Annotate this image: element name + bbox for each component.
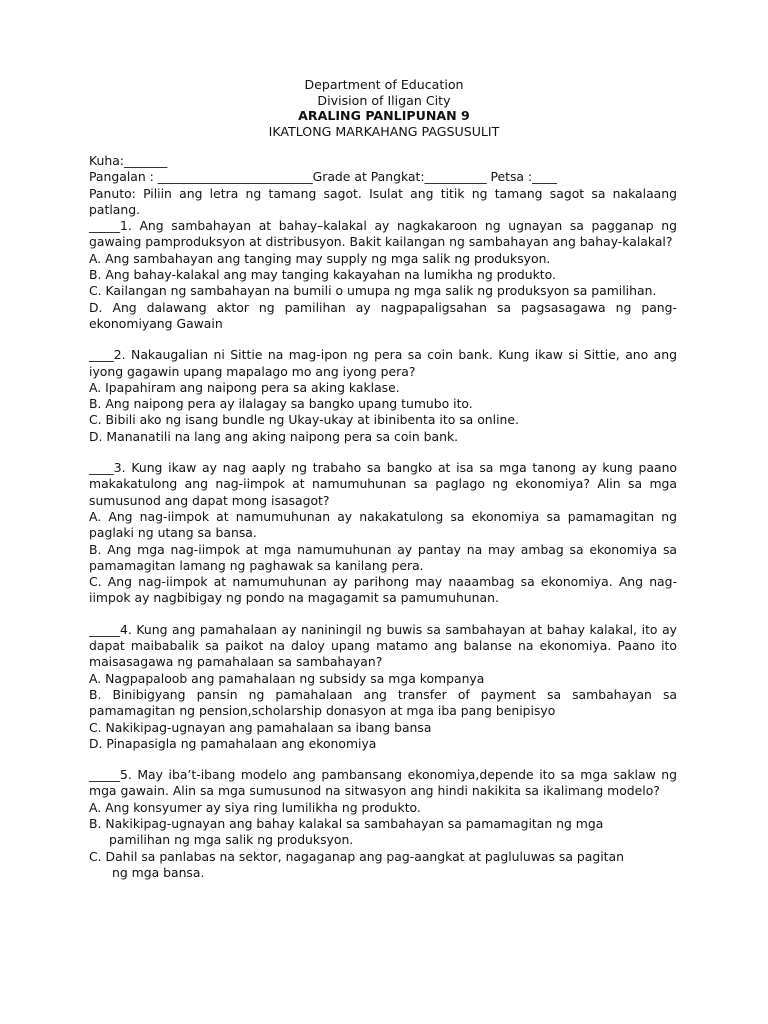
- spacer: [89, 445, 677, 460]
- choice-b: B. Ang naipong pera ay ilalagay sa bangko upang tumubo ito.: [89, 396, 473, 412]
- spacer: [89, 332, 677, 347]
- choice-c: C. Ang nag-iimpok at namumuhunan ay parihong may naaambag sa ekonomiya. Ang nag-iimpok ay nagbibigay ng pondo na magagamit sa pamumuhunan.: [89, 574, 677, 606]
- choice-a: A. Ipapahiram ang naipong pera sa aking kaklase.: [89, 379, 400, 395]
- choice-b: B. Binibigyang pansin ng pamahalaan ang transfer of payment sa sambahayan sa pamamagitan ng pension,scholarship donasyon at mga iba pang benipisyo: [89, 686, 677, 719]
- document-header: [0, 77, 768, 139]
- department-heading: Department of Education: [304, 77, 464, 92]
- choice-b: B. Nakikipag-ugnayan ang bahay kalakal sa sambahayan sa pamamagitan ng mga: [89, 815, 604, 831]
- choice-c: C. Kailangan ng sambahayan na bumili o umupa ng mga salik ng produksyon sa pamilihan.: [89, 283, 657, 299]
- choice-c: C. Dahil sa panlabas na sektor, nagaganap ang pag-aangkat at pagluluwas sa pagitan: [89, 848, 624, 864]
- instructions-text: Panuto: Piliin ang letra ng tamang sagot. Isulat ang titik ng tamang sagot sa nakalaang patlang.: [89, 185, 677, 217]
- choice-d: D. Pinapasigla ng pamahalaan ang ekonomiya: [89, 735, 377, 751]
- choice-c: C. Bibili ako ng isang bundle ng Ukay-ukay at ibinibenta ito sa online.: [89, 412, 519, 428]
- choice-c: C. Nakikipag-ugnayan ang pamahalaan sa ibang bansa: [89, 719, 432, 735]
- division-heading: Division of Iligan City: [317, 92, 451, 108]
- choice-a: A. Ang sambahayan ang tanging may supply ng mga salik ng produksyon.: [89, 250, 551, 266]
- choice-c-continuation: ng mga bansa.: [112, 864, 205, 880]
- kuha-field: Kuha:_______: [89, 153, 168, 168]
- question-1: [89, 218, 677, 332]
- question-stem: _____1. Ang sambahayan at bahay–kalakal ay nagkakaroon ng ugnayan sa pagganap ng gawaing pamproduksyon at distribusyon. Bakit kailangan ng sambahayan ang bahay-kalakal?: [89, 218, 677, 250]
- choice-d: D. Mananatili na lang ang aking naipong pera sa coin bank.: [89, 428, 459, 444]
- choice-a: A. Ang nag-iimpok at namumuhunan ay nakakatulong sa ekonomiya sa pamamagitan ng paglaki ng utang sa bansa.: [89, 508, 677, 541]
- question-stem: ____3. Kung ikaw ay nag aaply ng trabaho sa bangko at isa sa mga tanong ay kung paano makakatulong ang nag-iimpok at namumuhunan sa paglago ng ekonomiya? Alin sa mga sumusunod ang dapat mong isasagot?: [89, 460, 677, 508]
- question-2: [89, 347, 677, 445]
- spacer: [89, 607, 677, 622]
- question-4: [89, 622, 677, 752]
- choice-a: A. Ang konsyumer ay siya ring lumilikha ng produkto.: [89, 799, 421, 815]
- choice-b: B. Ang mga nag-iimpok at mga namumuhunan ay pantay na may ambag sa ekonomiya sa pamamagitan lamang ng paghawak sa kanilang pera.: [89, 541, 677, 573]
- exam-title: IKATLONG MARKAHANG PAGSUSULIT: [268, 123, 500, 139]
- subject-title: ARALING PANLIPUNAN 9: [298, 108, 470, 123]
- choice-b-continuation: pamilihan ng mga salik ng produksyon.: [109, 832, 354, 848]
- question-5: [89, 767, 677, 881]
- question-3: [89, 460, 677, 607]
- exam-body: [89, 153, 677, 881]
- question-stem: _____5. May iba’t-ibang modelo ang pambansang ekonomiya,depende ito sa mga saklaw ng mga gawain. Alin sa mga sumusunod na sitwasyon ang hindi nakikita sa ikalimang modelo?: [89, 767, 677, 799]
- spacer: [89, 752, 677, 767]
- question-stem: ____2. Nakaugalian ni Sittie na mag-ipon ng pera sa coin bank. Kung ikaw si Sittie, ano ang iyong gagawin upang mapalago mo ang iyong pera?: [89, 347, 677, 379]
- choice-d: D. Ang dalawang aktor ng pamilihan ay nagpapaligsahan sa pagsasagawa ng pang-ekonomiyang Gawain: [89, 299, 677, 331]
- student-info-line: Pangalan : _________________________Grade at Pangkat:__________ Petsa :____: [89, 169, 557, 185]
- choice-b: B. Ang bahay-kalakal ang may tanging kakayahan na lumikha ng produkto.: [89, 267, 556, 283]
- question-stem: _____4. Kung ang pamahalaan ay naniningil ng buwis sa sambahayan at bahay kalakal, ito ay dapat maibabalik sa paikot na daloy upang matamo ang balanse na ekonomiya. Paano ito maisasagawa ng pamahalaan sa sambahayan?: [89, 621, 677, 670]
- choice-a: A. Nagpapaloob ang pamahalaan ng subsidy sa mga kompanya: [89, 670, 485, 686]
